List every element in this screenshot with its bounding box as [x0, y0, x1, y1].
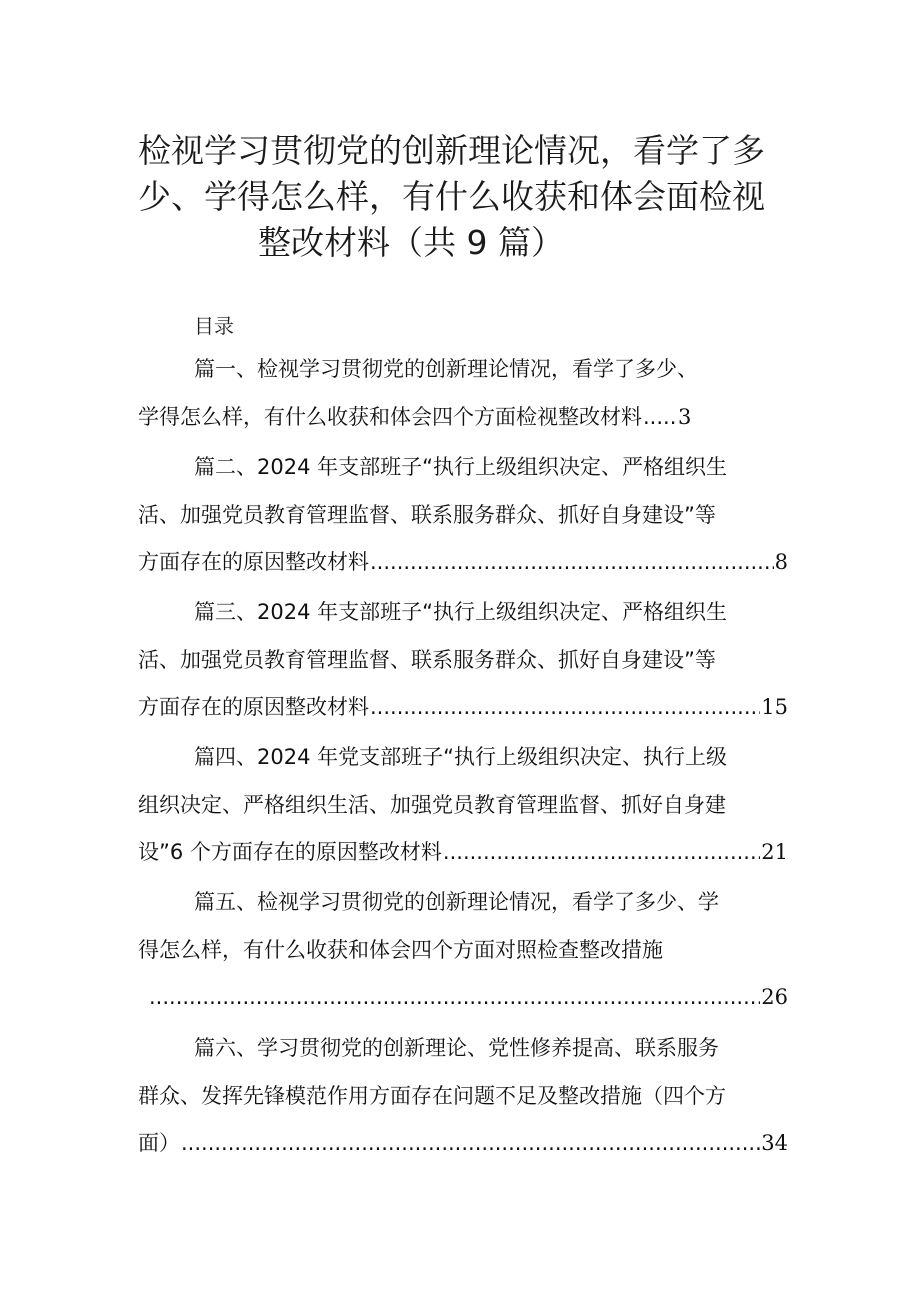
toc-entry[interactable]	[138, 346, 788, 441]
page-number: 3	[678, 404, 692, 429]
page-number: 21	[761, 840, 788, 864]
toc-entry-line: 篇二、2024 年支部班子“执行上级组织决定、严格组织生	[194, 455, 727, 479]
toc-heading: 目录	[194, 314, 234, 338]
leader-dots	[643, 394, 677, 442]
toc-entry-line: 篇六、学习贯彻党的创新理论、党性修养提高、联系服务	[194, 1036, 719, 1060]
toc-entry-line: 活、加强党员教育管理监督、联系服务群众、抓好自身建设”等	[138, 647, 716, 672]
toc-entry[interactable]	[138, 589, 788, 732]
toc-entry-line: 篇一、检视学习贯彻党的创新理论情况，看学了多少、	[194, 357, 698, 381]
toc-entry-line: 活、加强党员教育管理监督、联系服务群众、抓好自身建设”等	[138, 502, 716, 527]
leader-dots	[443, 829, 760, 877]
toc-entry-line: 篇四、2024 年党支部班子“执行上级组织决定、执行上级	[194, 745, 727, 769]
leader-dots	[149, 974, 760, 1022]
toc-entry-line: 群众、发挥先锋模范作用方面存在问题不足及整改措施（四个方	[138, 1083, 726, 1108]
toc-entry-line: 得怎么样，有什么收获和体会四个方面对照检查整改措施	[138, 937, 663, 962]
toc-entry-text: 学得怎么样，有什么收获和体会四个方面检视整改材料	[138, 404, 642, 429]
toc-entry-text: 方面存在的原因整改材料	[138, 695, 369, 719]
toc-entry-text: 面）	[138, 1131, 180, 1155]
toc-entry-last-line	[138, 539, 788, 587]
title-line-2: 少、学得怎么样，有什么收获和体会面检视	[138, 177, 765, 216]
toc-entry-text: 设”6 个方面存在的原因整改材料	[138, 840, 442, 864]
page-number: 15	[761, 695, 788, 719]
page-number: 26	[761, 985, 788, 1009]
toc-entry-line: 组织决定、严格组织生活、加强党员教育管理监督、抓好自身建	[138, 792, 726, 817]
title-line-1: 检视学习贯彻党的创新理论情况，看学了多	[138, 131, 765, 170]
toc-entry-last-line	[138, 684, 788, 732]
toc-entry[interactable]	[138, 734, 788, 877]
toc-entry-last-line	[138, 829, 788, 877]
title-line-3: 整改材料（共 9 篇）	[258, 223, 564, 262]
leader-dots	[370, 684, 760, 732]
toc-entry-line: 篇三、2024 年支部班子“执行上级组织决定、严格组织生	[194, 600, 727, 624]
toc-entry-line: 篇五、检视学习贯彻党的创新理论情况，看学了多少、学	[194, 890, 719, 914]
leader-dots	[181, 1120, 760, 1168]
document-title	[138, 128, 778, 266]
toc-entry[interactable]	[138, 444, 788, 587]
toc-entry-last-line	[138, 394, 788, 442]
toc-entry-last-line	[138, 974, 788, 1022]
toc-entry-text: 方面存在的原因整改材料	[138, 550, 369, 574]
toc-entry[interactable]	[138, 879, 788, 1022]
page-number: 34	[761, 1131, 788, 1155]
toc-entry-last-line	[138, 1120, 788, 1168]
toc-entry[interactable]	[138, 1025, 788, 1168]
page-number: 8	[774, 550, 788, 574]
leader-dots	[370, 539, 774, 587]
